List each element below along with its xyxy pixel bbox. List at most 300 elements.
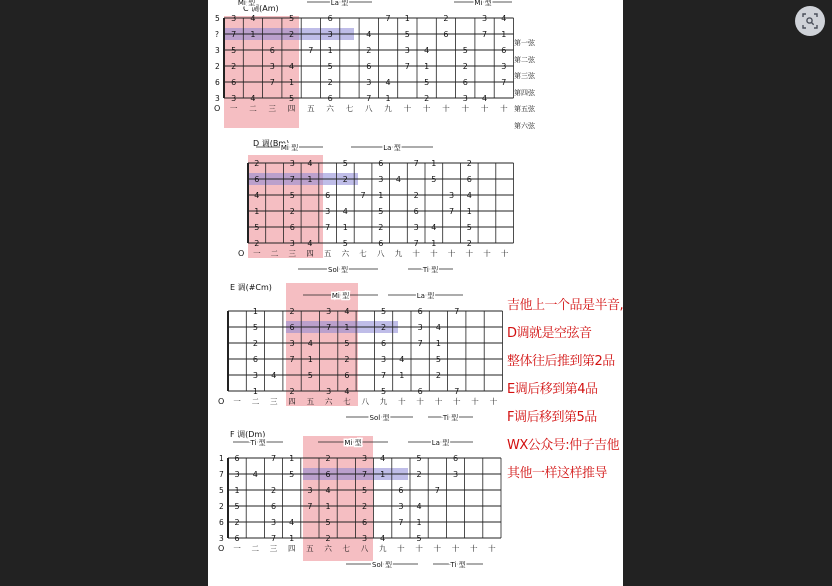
scale-degree-number: 2 (325, 534, 331, 543)
scale-degree-number: 5 (361, 486, 368, 495)
scale-degree-number: 3 (270, 518, 277, 527)
scale-degree-number: 1 (378, 191, 384, 200)
annotation-line: E调后移到第4品 (507, 382, 598, 397)
scale-degree-number: 3 (289, 159, 295, 168)
position-label: La 型 (431, 439, 450, 447)
scale-degree-number: 7 (360, 191, 366, 200)
scale-degree-number: 2 (366, 46, 372, 55)
scale-degree-number: 3 (269, 62, 275, 71)
fret-number-label: 三 (288, 249, 296, 258)
scale-degree-number: 1 (342, 223, 348, 232)
scale-degree-number: 1 (466, 207, 472, 216)
scale-degree-number: 5 (342, 239, 348, 248)
scale-degree-number: 7 (385, 14, 391, 23)
scale-degree-number: 2 (327, 78, 333, 87)
annotation-line: 吉他上一个品是半音, (507, 298, 623, 313)
scale-degree-number: 4 (344, 307, 350, 316)
open-string-note: 3 (219, 534, 224, 543)
fret-number-label: 十 (403, 104, 412, 113)
fret-number-label: 八 (365, 104, 373, 113)
scale-degree-number: 1 (252, 387, 258, 396)
scale-degree-number: 5 (381, 307, 387, 316)
scale-degree-number: 4 (289, 62, 295, 71)
scale-degree-number: 2 (270, 486, 277, 495)
scale-degree-number: 7 (413, 159, 419, 168)
scale-degree-number: 1 (385, 94, 391, 103)
scale-degree-number: 5 (344, 339, 350, 348)
scale-degree-number: 7 (434, 486, 440, 495)
fret-number-label: 六 (341, 249, 350, 258)
scale-degree-number: 3 (231, 94, 237, 103)
scale-degree-number: 1 (404, 14, 410, 23)
scale-degree-number: 7 (270, 534, 277, 543)
scale-degree-number: 2 (254, 239, 260, 248)
scale-degree-number: 3 (361, 454, 368, 463)
fret-number-label: 十 (451, 544, 460, 553)
scale-degree-number: 2 (252, 339, 258, 348)
fret-number-label: 三 (269, 544, 278, 553)
scale-degree-number: 2 (289, 387, 295, 396)
scale-degree-number: 6 (501, 46, 507, 55)
position-label: Sol 型 (369, 414, 390, 422)
scale-degree-number: 6 (417, 307, 423, 316)
scale-degree-number: 6 (378, 239, 384, 248)
scale-degree-number: 2 (378, 223, 384, 232)
fret-number-label: 二 (251, 544, 260, 553)
fret-number-label: 一 (233, 397, 241, 406)
scale-degree-number: 2 (443, 14, 449, 23)
scale-degree-number: 5 (466, 223, 472, 232)
scale-degree-number: 5 (424, 78, 430, 87)
scale-degree-number: 2 (231, 62, 237, 71)
scale-degree-number: 4 (435, 323, 441, 332)
position-label: Mi 型 (474, 0, 492, 7)
fret-number-label: 十 (483, 249, 491, 258)
scale-degree-number: 6 (381, 339, 387, 348)
scale-degree-number: 7 (270, 454, 277, 463)
fret-number-label: 九 (379, 397, 388, 406)
fret-number-label: 九 (394, 249, 403, 258)
fret-number-label: 三 (268, 104, 276, 113)
scale-degree-number: 2 (289, 207, 295, 216)
scale-degree-number: 7 (398, 518, 404, 527)
annotation-line: F调后移到第5品 (507, 410, 597, 425)
string-name-label: 第四弦 (514, 88, 535, 97)
scale-degree-number: 7 (361, 470, 368, 479)
scale-degree-number: 6 (361, 518, 368, 527)
fret-number-label: 七 (359, 249, 367, 258)
open-string-note: 3 (215, 46, 220, 55)
scale-degree-number: 2 (466, 159, 472, 168)
position-label: Mi 型 (280, 144, 299, 152)
fret-number-label: 十 (500, 249, 509, 258)
scale-degree-number: 1 (416, 518, 422, 527)
scale-degree-number: 4 (252, 470, 258, 479)
scale-degree-number: 1 (307, 175, 313, 184)
fret-number-label: 十 (453, 397, 461, 406)
scale-degree-number: 7 (417, 339, 423, 348)
scale-degree-number: 1 (289, 454, 295, 463)
scale-degree-number: 7 (269, 78, 275, 87)
scale-degree-number: 1 (234, 486, 240, 495)
annotation-line: 其他一样这样推导 (507, 466, 608, 481)
scale-degree-number: 4 (366, 30, 372, 39)
scale-degree-number: 2 (424, 94, 430, 103)
scale-degree-number: 6 (378, 159, 384, 168)
scale-degree-number: 6 (462, 78, 468, 87)
scale-degree-number: 4 (307, 239, 313, 248)
scale-degree-number: 1 (252, 307, 258, 316)
scale-degree-number: 5 (254, 223, 260, 232)
string-name-label: 第三弦 (514, 72, 535, 80)
scale-degree-number: 2 (234, 518, 240, 527)
scale-degree-number: 6 (289, 323, 295, 332)
scale-degree-number: 2 (462, 62, 468, 71)
scale-degree-number: 1 (327, 46, 333, 55)
scale-degree-number: 4 (399, 355, 405, 364)
fret-number-label: 七 (342, 544, 351, 553)
fret-number-label: 一 (229, 104, 238, 113)
scale-degree-number: 2 (289, 307, 295, 316)
scale-degree-number: 7 (482, 30, 488, 39)
scale-degree-number: 4 (380, 454, 386, 463)
annotation-line: D调就是空弦音 (507, 326, 592, 341)
scale-degree-number: 1 (289, 534, 295, 543)
scale-degree-number: 4 (482, 94, 488, 103)
scale-degree-number: 1 (380, 470, 386, 479)
open-string-note: 7 (219, 470, 224, 479)
scale-degree-number: 3 (452, 470, 459, 479)
scale-degree-number: 1 (344, 323, 350, 332)
key-title: F 调(Dm) (230, 430, 266, 439)
scale-degree-number: 4 (344, 387, 350, 396)
fret-number-label: 五 (306, 544, 314, 553)
fret-number-label: 十 (465, 249, 473, 258)
scale-degree-number: 7 (454, 387, 460, 396)
scale-degree-number: 5 (289, 94, 295, 103)
scale-degree-number: 6 (254, 175, 260, 184)
scale-degree-number: 3 (327, 30, 333, 39)
position-label: Ti 型 (422, 266, 439, 274)
scale-degree-number: 6 (289, 223, 295, 232)
scale-degree-number: 7 (289, 175, 295, 184)
scale-degree-number: 3 (462, 94, 468, 103)
scale-degree-number: 6 (466, 175, 472, 184)
open-string-label: O (214, 104, 221, 113)
scale-degree-number: 3 (289, 239, 295, 248)
scale-degree-number: 5 (381, 387, 387, 396)
scale-degree-number: 7 (307, 502, 313, 511)
fret-number-label: 九 (384, 104, 392, 113)
scale-degree-number: 3 (326, 387, 332, 396)
scale-degree-number: 7 (289, 355, 295, 364)
scale-degree-number: 2 (381, 323, 387, 332)
scale-degree-number: 2 (344, 355, 350, 364)
scale-degree-number: 1 (399, 371, 405, 380)
fret-number-label: 十 (422, 104, 431, 113)
scale-degree-number: 6 (366, 62, 372, 71)
scale-degree-number: 3 (381, 355, 387, 364)
position-label: La 型 (416, 292, 435, 300)
fret-number-label: 六 (326, 104, 334, 113)
scale-degree-number: 3 (482, 14, 488, 23)
image-search-lens-button[interactable] (795, 6, 825, 36)
position-label: Mi 型 (344, 439, 362, 447)
scale-degree-number: 1 (289, 78, 295, 87)
fret-number-label: 十 (416, 397, 424, 406)
scale-degree-number: 4 (395, 175, 401, 184)
scale-degree-number: 2 (325, 454, 331, 463)
fret-number-label: 一 (233, 544, 241, 553)
scale-degree-number: 3 (413, 223, 419, 232)
annotation-line: 整体往后推到第2品 (507, 354, 615, 369)
image-search-icon (802, 13, 818, 29)
fret-number-label: 八 (377, 249, 385, 258)
scale-degree-number: 3 (231, 14, 237, 23)
fretboard-diagram (208, 281, 623, 441)
scale-degree-number: 5 (462, 46, 468, 55)
fret-number-label: 十 (500, 104, 508, 113)
scale-degree-number: 5 (289, 14, 295, 23)
scale-degree-number: 3 (307, 486, 313, 495)
scale-degree-number: 2 (435, 371, 441, 380)
open-string-label: O (218, 397, 225, 406)
string-name-label: 第一弦 (514, 39, 535, 47)
scale-degree-number: 2 (361, 502, 368, 511)
scale-degree-number: 4 (342, 207, 348, 216)
scale-degree-number: 7 (381, 371, 387, 380)
scale-degree-number: 3 (398, 502, 404, 511)
string-name-label: 第五弦 (514, 105, 535, 113)
scale-degree-number: 4 (271, 371, 277, 380)
scale-degree-number: 5 (289, 470, 295, 479)
scale-degree-number: 6 (452, 454, 459, 463)
scale-degree-number: 4 (289, 518, 295, 527)
position-label: La 型 (383, 144, 401, 152)
scale-degree-number: 6 (443, 30, 449, 39)
scale-degree-number: 6 (252, 355, 258, 364)
scale-degree-number: 6 (344, 371, 350, 380)
fret-number-label: 十 (434, 397, 443, 406)
scale-degree-number: 1 (325, 502, 331, 511)
scale-degree-number: 5 (378, 207, 384, 216)
scale-degree-number: 3 (449, 191, 455, 200)
scale-degree-number: 1 (435, 339, 441, 348)
scale-degree-number: 1 (424, 62, 430, 71)
position-label: La 型 (330, 0, 349, 7)
fret-number-label: 九 (378, 544, 387, 553)
scale-degree-number: 2 (413, 191, 419, 200)
position-label: Sol 型 (328, 266, 348, 274)
scale-degree-number: 6 (270, 502, 277, 511)
scale-degree-number: 3 (234, 470, 240, 479)
open-string-note: 3 (215, 94, 220, 103)
fret-number-label: 十 (488, 544, 496, 553)
scale-degree-number: 5 (435, 355, 441, 364)
fret-number-label: 二 (251, 397, 260, 406)
scale-degree-number: 5 (289, 191, 295, 200)
key-title: C 调(Am) (243, 4, 279, 13)
open-string-note: 5 (219, 486, 224, 495)
scale-degree-number: 7 (449, 207, 455, 216)
position-label: Ti 型 (250, 439, 266, 447)
scale-degree-number: 4 (307, 339, 313, 348)
scale-degree-number: 5 (231, 46, 237, 55)
position-label: Mi 型 (237, 0, 256, 7)
scale-degree-number: 7 (501, 78, 507, 87)
scale-degree-number: 4 (416, 502, 422, 511)
fret-number-label: 五 (307, 104, 315, 113)
scale-degree-number: 4 (307, 159, 313, 168)
position-label: Sol 型 (372, 561, 392, 569)
fret-number-label: 四 (287, 544, 296, 553)
scale-degree-number: 6 (327, 94, 333, 103)
annotation-line: WX公众号:仲子吉他 (507, 438, 620, 453)
scale-degree-number: 5 (431, 175, 437, 184)
fret-number-label: 六 (324, 544, 332, 553)
scale-degree-number: 6 (325, 470, 331, 479)
scale-degree-number: 7 (454, 307, 460, 316)
scale-degree-number: 4 (250, 14, 256, 23)
scale-degree-number: 5 (234, 502, 240, 511)
scale-degree-number: 6 (269, 46, 275, 55)
scale-degree-number: 7 (308, 46, 314, 55)
scale-degree-number: 3 (366, 78, 372, 87)
fret-number-label: 四 (288, 397, 296, 406)
scale-degree-number: 7 (231, 30, 237, 39)
scale-degree-number: 5 (252, 323, 258, 332)
scale-degree-number: 3 (378, 175, 384, 184)
fretboard-diagram (208, 0, 623, 148)
fret-number-label: 十 (480, 104, 489, 113)
fret-number-label: 六 (324, 397, 333, 406)
open-string-note: 2 (219, 502, 224, 511)
fret-number-label: 十 (442, 104, 450, 113)
scale-degree-number: 6 (231, 78, 237, 87)
fret-number-label: 十 (447, 249, 456, 258)
fret-number-label: 七 (345, 104, 354, 113)
key-title: E 调(#Cm) (230, 283, 272, 292)
scale-degree-number: 5 (307, 371, 313, 380)
scale-degree-number: 7 (404, 62, 410, 71)
open-string-note: 6 (215, 78, 220, 87)
string-name-label: 第六弦 (514, 121, 535, 130)
scale-degree-number: 3 (404, 46, 410, 55)
fret-number-label: 四 (287, 104, 296, 113)
scale-degree-number: 6 (417, 387, 423, 396)
guitar-scale-document (208, 0, 623, 586)
scale-degree-number: 5 (416, 454, 422, 463)
fret-number-label: 八 (361, 397, 369, 406)
position-label: Ti 型 (450, 561, 466, 569)
open-string-note: 1 (219, 454, 224, 463)
scale-degree-number: 4 (466, 191, 472, 200)
fret-number-label: 三 (270, 397, 278, 406)
key-title: D 调(Bm) (253, 139, 290, 148)
fret-number-label: 十 (397, 544, 405, 553)
scale-degree-number: 1 (431, 239, 437, 248)
scale-degree-number: 5 (416, 534, 422, 543)
fret-number-label: 二 (249, 104, 257, 113)
fret-number-label: 五 (323, 249, 332, 258)
open-string-note: 2 (215, 62, 220, 71)
fret-number-label: 十 (433, 544, 442, 553)
scale-degree-number: 2 (254, 159, 260, 168)
fretboard-diagram (208, 133, 623, 293)
scale-degree-number: 6 (398, 486, 404, 495)
scale-degree-number: 7 (326, 323, 332, 332)
fret-number-label: 十 (430, 249, 438, 258)
scale-degree-number: 4 (254, 191, 260, 200)
scale-degree-number: 1 (307, 355, 313, 364)
scale-degree-number: 2 (416, 470, 422, 479)
scale-degree-number: 1 (501, 30, 507, 39)
open-string-note: ? (215, 30, 219, 39)
open-string-note: 6 (219, 518, 224, 527)
scale-degree-number: 4 (250, 94, 256, 103)
fret-number-label: 一 (253, 249, 261, 258)
open-string-label: O (238, 249, 245, 258)
scale-degree-number: 7 (366, 94, 372, 103)
scale-degree-number: 4 (385, 78, 391, 87)
scale-degree-number: 4 (501, 14, 507, 23)
open-string-note: 5 (215, 14, 220, 23)
string-name-label: 第二弦 (514, 55, 535, 64)
scale-degree-number: 2 (289, 30, 295, 39)
scale-degree-number: 4 (424, 46, 430, 55)
fret-number-label: 十 (398, 397, 406, 406)
fret-number-label: 七 (343, 397, 351, 406)
scale-degree-number: 6 (234, 454, 240, 463)
scale-degree-number: 1 (431, 159, 437, 168)
position-label: Ti 型 (442, 414, 459, 422)
scale-degree-number: 6 (413, 207, 419, 216)
scale-degree-number: 6 (327, 14, 333, 23)
fret-number-label: 五 (306, 397, 315, 406)
fret-number-label: 二 (270, 249, 279, 258)
fret-number-label: 十 (415, 544, 423, 553)
scale-degree-number: 4 (325, 486, 331, 495)
fret-number-label: 十 (469, 544, 478, 553)
scale-degree-number: 6 (325, 191, 331, 200)
scale-degree-number: 3 (289, 339, 295, 348)
scale-degree-number: 4 (431, 223, 437, 232)
scale-degree-number: 1 (250, 30, 256, 39)
scale-degree-number: 3 (252, 371, 258, 380)
position-label: Mi 型 (331, 292, 350, 300)
scale-degree-number: 5 (325, 518, 331, 527)
scale-degree-number: 5 (342, 159, 348, 168)
open-string-label: O (218, 544, 225, 553)
scale-degree-number: 5 (327, 62, 333, 71)
fret-number-label: 十 (471, 397, 479, 406)
scale-degree-number: 3 (417, 323, 423, 332)
scale-degree-number: 2 (466, 239, 472, 248)
fretboard-diagram (208, 428, 623, 586)
scale-degree-number: 5 (404, 30, 410, 39)
scale-degree-number: 3 (361, 534, 368, 543)
fret-number-label: 八 (360, 544, 369, 553)
scale-degree-number: 6 (234, 534, 240, 543)
scale-degree-number: 1 (254, 207, 260, 216)
scale-degree-number: 3 (326, 307, 332, 316)
fret-number-label: 十 (412, 249, 420, 258)
scale-degree-number: 4 (380, 534, 386, 543)
scale-degree-number: 7 (413, 239, 419, 248)
fret-number-label: 十 (461, 104, 469, 113)
scale-degree-number: 3 (501, 62, 507, 71)
scale-degree-number: 3 (325, 207, 331, 216)
